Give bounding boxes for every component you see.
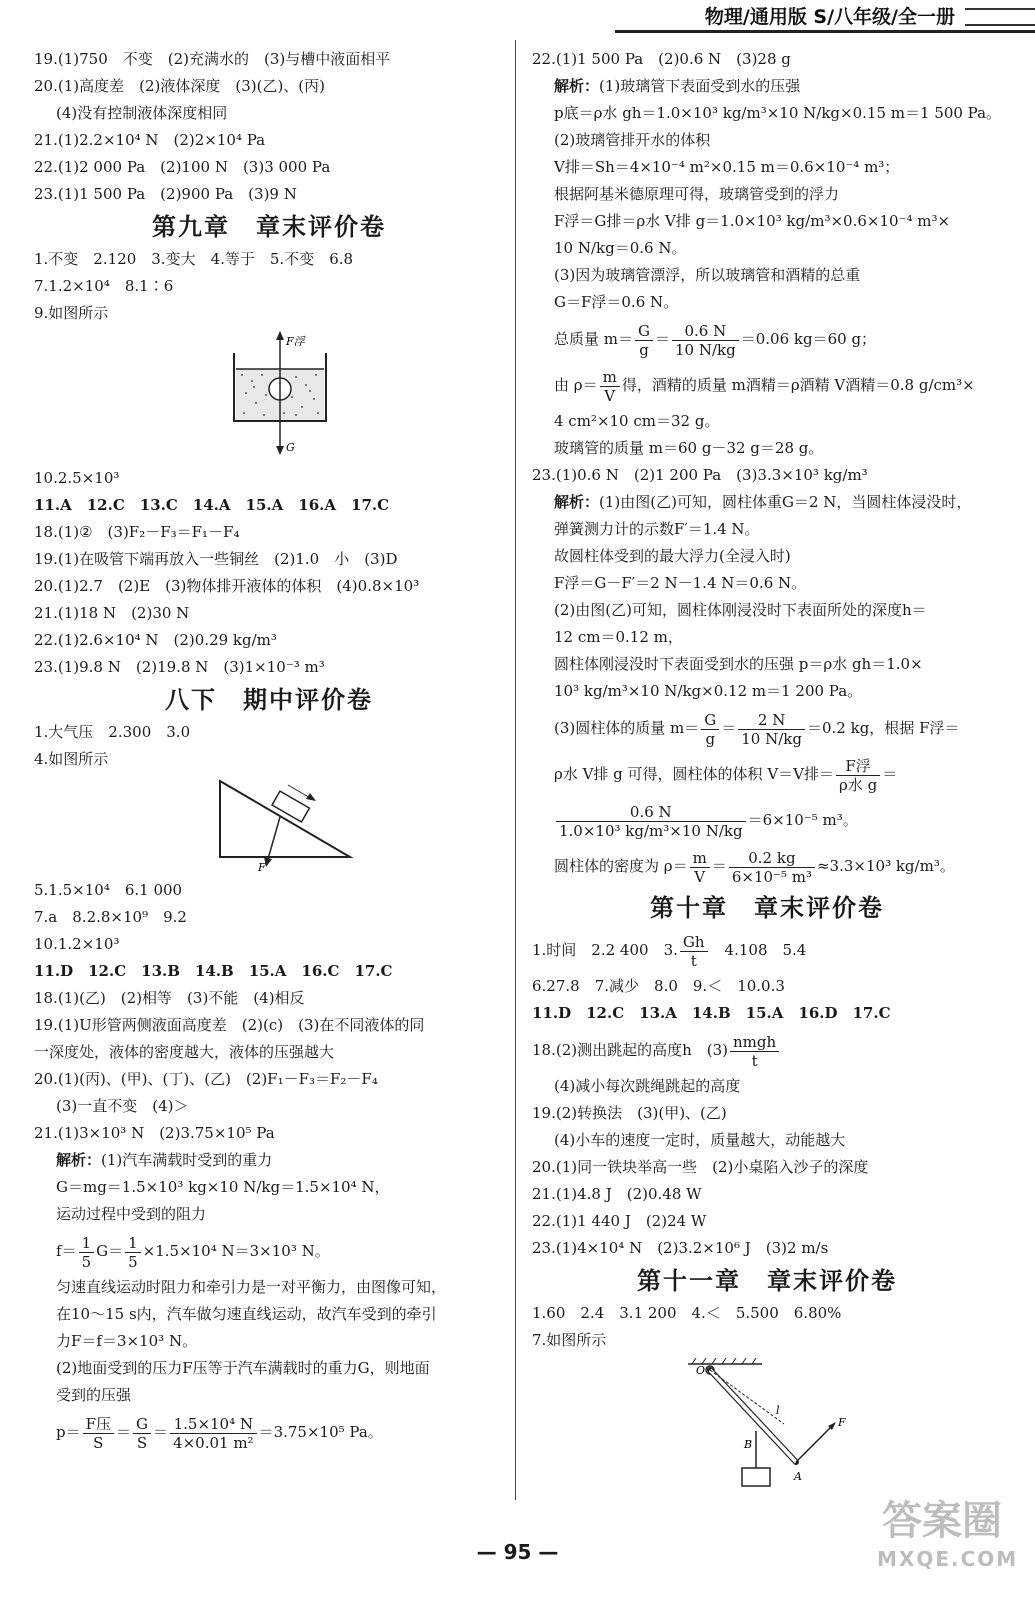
analysis-label: 解析： xyxy=(554,77,600,95)
answer-line: 19.(1)U形管两侧液面高度差 (2)(c) (3)在不同液体的同 xyxy=(34,1016,425,1034)
solution-line: 匀速直线运动时阻力和牵引力是一对平衡力，由图像可知， xyxy=(56,1278,447,1296)
answer-line: 20.(1)同一铁块举高一些 (2)小桌陷入沙子的深度 xyxy=(532,1158,869,1176)
solution-line: 受到的压强 xyxy=(56,1386,132,1404)
fraction: $\frac{0.2 kg}{\text{6×10⁻⁵ m³}}$ xyxy=(729,849,815,886)
answer-line: 23.(1)1 500 Pa (2)900 Pa (3)9 N xyxy=(34,185,297,203)
fraction: $\frac{m}{V}$ xyxy=(690,849,710,886)
answer-line: 19.(2)转换法 (3)(甲)、(乙) xyxy=(532,1104,727,1122)
solution-line: 在10～15 s内，汽车做匀速直线运动，故汽车受到的牵引 xyxy=(56,1305,437,1323)
answer-line: 19.(1)在吸管下端再放入一些铜丝 (2)1.0 小 (3)D xyxy=(34,550,398,568)
answer-line: 1.不变 2.120 3.变大 4.等于 5.不变 6.8 xyxy=(34,250,354,268)
analysis-label: 解析： xyxy=(56,1151,102,1169)
lever-arm-label: l xyxy=(776,1404,780,1417)
answer-line: 6.27.8 7.减少 8.0 9.＜ 10.0.3 xyxy=(532,977,785,995)
formula-line: (3)圆柱体的质量 m＝ $\frac{G}{g}$ ＝ $\frac{2 N}{10 N/kg}$ ＝0.2 kg，根据 F浮＝ xyxy=(554,710,960,748)
section-title-ch9: 第九章 章末评价卷 xyxy=(152,213,386,241)
solution-line: G＝mg＝1.5×10³ kg×10 N/kg＝1.5×10⁴ N， xyxy=(56,1178,390,1196)
formula-line: ρ水 V排 g 可得，圆柱体的体积 V＝V排＝ $\frac{\text{F浮}}{\text{ρ水 g}}$ ＝ xyxy=(554,756,898,794)
fraction: $\frac{\text{1.5×10⁴ N}}{\text{4×0.01 m²}}$ xyxy=(170,1415,257,1452)
solution-line: 弹簧测力计的示数F′＝1.4 N。 xyxy=(554,520,760,538)
solution-line: F浮＝G－F′＝2 N－1.4 N＝0.6 N。 xyxy=(554,574,807,592)
solution-line: (3)因为玻璃管漂浮，所以玻璃管和酒精的总重 xyxy=(554,266,861,284)
answers-block-a xyxy=(34,46,504,208)
formula-text: f＝ xyxy=(56,1242,77,1260)
force-label-f: F xyxy=(258,861,266,873)
fraction: $\frac{1}{5}$ xyxy=(125,1234,141,1271)
answer-line: 10.2.5×10³ xyxy=(34,469,120,487)
formula-text: ×1.5×10⁴ N＝3×10³ N。 xyxy=(142,1242,330,1260)
answer-line: 11.A 12.C 13.C 14.A 15.A 16.A 17.C xyxy=(34,496,390,514)
solution-text: (1)汽车满载时受到的重力 xyxy=(101,1151,273,1169)
answer-line: 18.(1)② (3)F₂－F₃＝F₁－F₄ xyxy=(34,523,240,541)
fraction: $\frac{2 N}{10 N/kg}$ xyxy=(738,711,805,748)
answer-line: 1.时间 2.2 400 3. $\frac{Gh}{t}$ 4.108 5.4 xyxy=(532,932,807,970)
fraction: $\frac{1}{5}$ xyxy=(79,1234,95,1271)
point-b-label: B xyxy=(744,1438,753,1451)
formula-line: 总质量 m＝ $\frac{G}{g}$ ＝ $\frac{0.6 N}{10 N/kg}$ ＝0.06 kg＝60 g； xyxy=(554,321,877,359)
answer-line: 20.(1)(丙)、(甲)、(丁)、(乙) (2)F₁－F₃＝F₂－F₄ xyxy=(34,1070,378,1088)
point-a-label: A xyxy=(794,1470,802,1483)
header-decoration xyxy=(965,8,1035,26)
answer-line: (3)一直不变 (4)＞ xyxy=(56,1097,189,1115)
formula-line: 由 ρ＝ $\frac{m}{V}$ 得，酒精的质量 m酒精＝ρ酒精 V酒精＝0.8 g/cm³× xyxy=(554,367,975,405)
answer-line: 21.(1)3×10³ N (2)3.75×10⁵ Pa xyxy=(34,1124,275,1142)
buoyancy-force-diagram xyxy=(34,331,504,461)
watermark-logo xyxy=(877,1495,1019,1595)
answer-line: 22.(1)2.6×10⁴ N (2)0.29 kg/m³ xyxy=(34,631,277,649)
fraction: $\frac{\text{F浮}}{\text{ρ水 g}}$ xyxy=(836,757,880,794)
solution-line: (2)由图(乙)可知，圆柱体刚浸没时下表面所处的深度h＝ xyxy=(554,601,927,619)
answer-line: 9.如图所示 xyxy=(34,304,109,322)
answer-line: 7.1.2×10⁴ 8.1∶6 xyxy=(34,277,174,295)
answer-line: 11.D 12.C 13.A 14.B 15.A 16.D 17.C xyxy=(532,1004,891,1022)
answer-line: 21.(1)2.2×10⁴ N (2)2×10⁴ Pa xyxy=(34,131,266,149)
column-divider xyxy=(515,40,516,1500)
incline-force-diagram xyxy=(34,777,504,873)
answer-line: 20.(1)高度差 (2)液体深度 (3)(乙)、(丙) xyxy=(34,77,326,95)
section-title-ch10: 第十章 章末评价卷 xyxy=(650,894,884,922)
answer-line: 23.(1)0.6 N (2)1 200 Pa (3)3.3×10³ kg/m³ xyxy=(532,466,868,484)
answer-line: 23.(1)4×10⁴ N (2)3.2×10⁶ J (3)2 m/s xyxy=(532,1239,829,1257)
page-number: — 95 — xyxy=(476,1540,559,1564)
watermark-logo-text: 答案圈 xyxy=(882,1498,1002,1544)
solution-line: 解析：(1)玻璃管下表面受到水的压强 xyxy=(554,77,801,95)
fraction: $\frac{0.6 N}{10 N/kg}$ xyxy=(672,322,739,359)
fraction: $\frac{m}{V}$ xyxy=(600,368,620,405)
answer-line: 5.1.5×10⁴ 6.1 000 xyxy=(34,881,183,899)
solution-line: 根据阿基米德原理可得，玻璃管受到的浮力 xyxy=(554,185,840,203)
fraction: $\frac{G}{g}$ xyxy=(701,711,719,748)
formula-line xyxy=(34,1228,504,1274)
fraction: $\frac{0.6 N}{\text{1.0×10³ kg/m³×10 N/kg}}$ xyxy=(556,803,746,840)
solution-line: 4 cm²×10 cm＝32 g。 xyxy=(554,412,720,430)
section-title-midterm: 八下 期中评价卷 xyxy=(165,686,373,714)
section-title-ch11: 第十一章 章末评价卷 xyxy=(637,1267,897,1295)
answer-line: 19.(1)750 不变 (2)充满水的 (3)与槽中液面相平 xyxy=(34,50,391,68)
answer-line: 22.(1)2 000 Pa (2)100 N (3)3 000 Pa xyxy=(34,158,331,176)
answer-line: 21.(1)18 N (2)30 N xyxy=(34,604,190,622)
fraction: $\frac{G}{g}$ xyxy=(635,322,653,359)
answer-line: 20.(1)2.7 (2)E (3)物体排开液体的体积 (4)0.8×10³ xyxy=(34,577,420,595)
page-header xyxy=(615,0,1035,33)
fraction: $\frac{\text{nmgh}}{t}$ xyxy=(730,1033,779,1070)
solution-line: 玻璃管的质量 m＝60 g－32 g＝28 g。 xyxy=(554,439,824,457)
solution-line: (2)地面受到的压力F压等于汽车满载时的重力G，则地面 xyxy=(56,1359,430,1377)
answer-line: 23.(1)9.8 N (2)19.8 N (3)1×10⁻³ m³ xyxy=(34,658,325,676)
watermark-site: MXQE.COM xyxy=(877,1547,1019,1571)
solution-line xyxy=(34,1147,504,1174)
formula-line: p＝ $\frac{\text{F压}}{S}$ ＝ $\frac{G}{S}$ ＝ $\frac{\text{1.5×10⁴ N}}{\text{4×0.01 m²}}$ ＝3.75×10⁵ Pa。 xyxy=(56,1414,383,1452)
solution-line: 故圆柱体受到的最大浮力(全浸入时) xyxy=(554,547,791,565)
solution-line: F浮＝G排＝ρ水 V排 g＝1.0×10³ kg/m³×0.6×10⁻⁴ m³× xyxy=(554,212,951,230)
answer-line: 21.(1)4.8 J (2)0.48 W xyxy=(532,1185,702,1203)
header-title: 物理/通用版 S/八年级/全一册 xyxy=(704,6,955,28)
fraction: $\frac{\text{F压}}{S}$ xyxy=(83,1415,114,1452)
answer-line: (4)没有控制液体深度相同 xyxy=(56,104,228,122)
formula-text: G＝ xyxy=(96,1242,124,1260)
force-label-buoyancy: F浮 xyxy=(286,335,305,348)
answer-line: 18.(2)测出跳起的高度h (3) $\frac{\text{nmgh}}{t}$ xyxy=(532,1027,1002,1073)
solution-line: 运动过程中受到的阻力 xyxy=(56,1205,207,1223)
left-column xyxy=(34,46,504,1455)
answer-line: 4.如图所示 xyxy=(34,750,109,768)
solution-line: 10 N/kg＝0.6 N。 xyxy=(554,239,687,257)
answer-line: 7.a 8.2.8×10⁹ 9.2 xyxy=(34,908,187,926)
formula-line: 圆柱体的密度为 ρ＝ $\frac{m}{V}$ ＝ $\frac{0.2 kg}{\text{6×10⁻⁵ m³}}$ ≈3.3×10³ kg/m³。 xyxy=(554,848,955,886)
solution-line: 力F＝f＝3×10³ N。 xyxy=(56,1332,198,1350)
solution-line: p底＝ρ水 gh＝1.0×10³ kg/m³×10 N/kg×0.15 m＝1 500 Pa。 xyxy=(554,104,1002,122)
answer-line: 11.D 12.C 13.B 14.B 15.A 16.C 17.C xyxy=(34,962,393,980)
solution-line: V排＝Sh＝4×10⁻⁴ m²×0.15 m＝0.6×10⁻⁴ m³； xyxy=(554,158,900,176)
answer-line: 22.(1)1 440 J (2)24 W xyxy=(532,1212,707,1230)
solution-line: 圆柱体刚浸没时下表面受到水的压强 p＝ρ水 gh＝1.0× xyxy=(554,655,923,673)
answer-line: 22.(1)1 500 Pa (2)0.6 N (3)28 g xyxy=(532,50,791,68)
answer-line: 1.大气压 2.300 3.0 xyxy=(34,723,191,741)
lever-force-diagram xyxy=(532,1358,1002,1488)
answer-line: 18.(1)(乙) (2)相等 (3)不能 (4)相反 xyxy=(34,989,305,1007)
force-label-f: F xyxy=(838,1416,846,1429)
answer-line: 一深度处，液体的密度越大，液体的压强越大 xyxy=(34,1043,335,1061)
answer-line: 7.如图所示 xyxy=(532,1331,607,1349)
force-label-gravity: G xyxy=(286,441,295,454)
solution-line: (2)玻璃管排开水的体积 xyxy=(554,131,711,149)
solution-line: G＝F浮＝0.6 N。 xyxy=(554,293,679,311)
right-column xyxy=(532,46,1002,1492)
answer-line: 1.60 2.4 3.1 200 4.＜ 5.500 6.80% xyxy=(532,1304,842,1322)
solution-line: 12 cm＝0.12 m， xyxy=(554,628,683,646)
formula-line: $\frac{0.6 N}{\text{1.0×10³ kg/m³×10 N/kg}}$ ＝6×10⁻⁵ m³。 xyxy=(532,797,1002,843)
answer-line: (4)减小每次跳绳跳起的高度 xyxy=(554,1077,741,1095)
answer-line: 10.1.2×10³ xyxy=(34,935,120,953)
analysis-label: 解析： xyxy=(554,493,600,511)
solution-line: 解析：(1)由图(乙)可知，圆柱体重G＝2 N，当圆柱体浸没时， xyxy=(554,493,972,511)
fraction: $\frac{G}{S}$ xyxy=(133,1415,151,1452)
pivot-label: O xyxy=(696,1364,706,1377)
answer-line: (4)小车的速度一定时，质量越大，动能越大 xyxy=(554,1131,846,1149)
fraction: $\frac{Gh}{t}$ xyxy=(680,933,708,970)
solution-line: 10³ kg/m³×10 N/kg×0.12 m＝1 200 Pa。 xyxy=(554,682,863,700)
